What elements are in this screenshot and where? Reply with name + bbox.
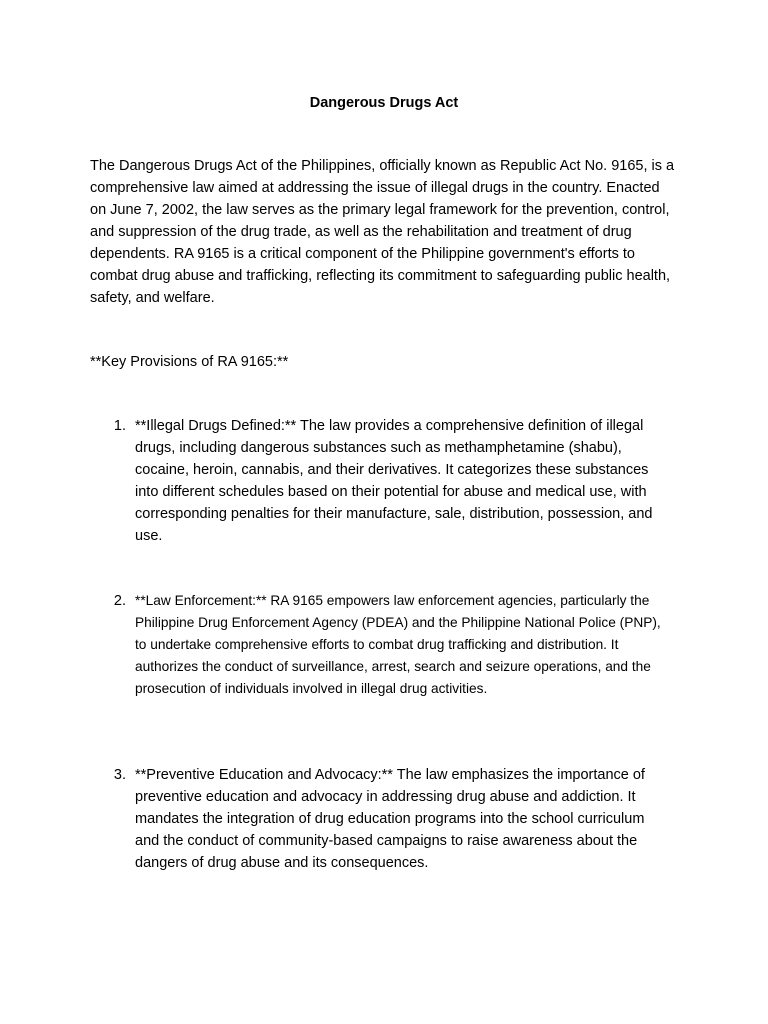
list-item-text: **Illegal Drugs Defined:** The law provides a comprehensive definition of illegal drugs, including dangerous substances such as methamphetamine (shabu), cocaine, heroin, cannabis, and their derivatives. It categorizes these substances into different schedules based on their potential for abuse and medical use, with corresponding penalties for their manufacture, sale, distribution, possession, and use. xyxy=(135,418,653,544)
list-item-text: **Preventive Education and Advocacy:** The law emphasizes the importance of preventive education and advocacy in addressing drug abuse and addiction. It mandates the integration of drug education programs into the school curriculum and the conduct of community-based campaigns to raise awareness about the dangers of drug abuse and its consequences. xyxy=(135,767,645,871)
list-item-number: 3. xyxy=(113,767,126,783)
intro-paragraph: The Dangerous Drugs Act of the Philippines, officially known as Republic Act No. 9165, is a comprehensive law aimed at addressing the issue of illegal drugs in the country. Enacted on June 7, 2002, the law serves as the primary legal framework for the prevention, control, and suppression of the drug trade, as well as the rehabilitation and treatment of drug dependents. RA 9165 is a critical component of the Philippine government's efforts to combat drug abuse and trafficking, reflecting its commitment to safeguarding public health, safety, and welfare. xyxy=(90,158,675,306)
section-heading: **Key Provisions of RA 9165:** xyxy=(90,354,289,370)
list-item-number: 1. xyxy=(113,418,126,434)
list-item-text: **Law Enforcement:** RA 9165 empowers law enforcement agencies, particularly the Philippine Drug Enforcement Agency (PDEA) and the Philippine National Police (PNP), to undertake comprehensive efforts to combat drug trafficking and distribution. It authorizes the conduct of surveillance, arrest, search and seizure operations, and the prosecution of individuals involved in illegal drug activities. xyxy=(135,593,661,696)
list-item-number: 2. xyxy=(113,593,126,609)
document-title: Dangerous Drugs Act xyxy=(309,95,459,111)
